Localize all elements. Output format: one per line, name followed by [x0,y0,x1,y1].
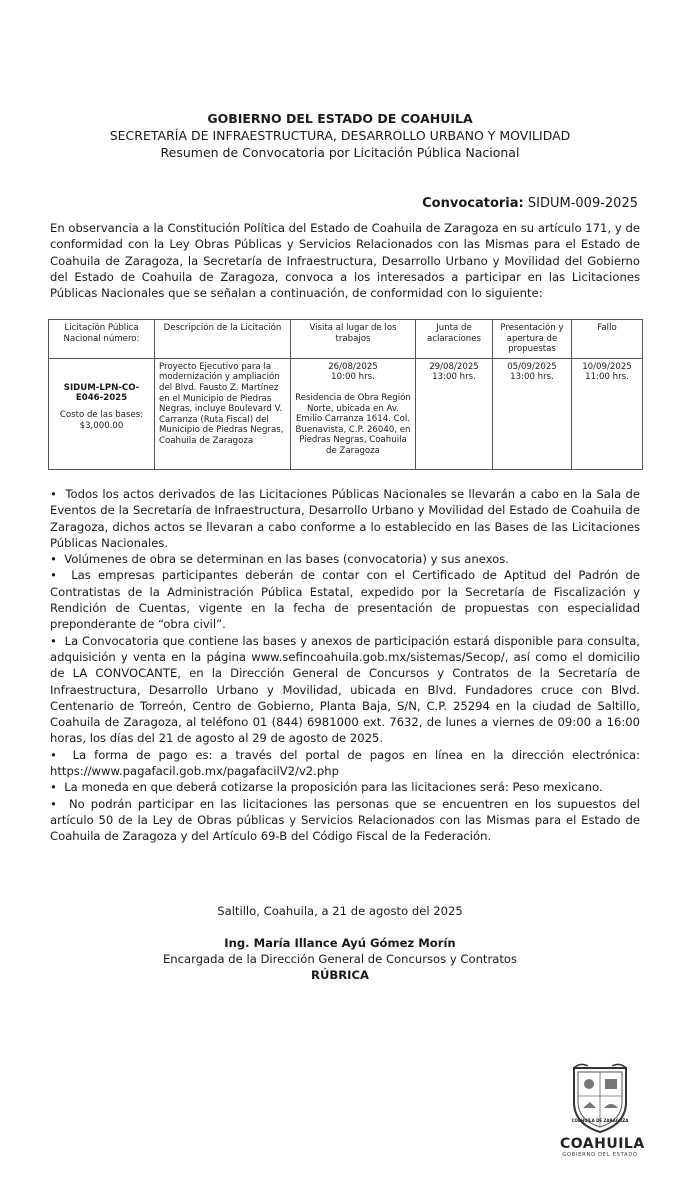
convocatoria-label: Convocatoria: [422,196,524,211]
bullet-item: • Las empresas participantes deberán de contar con el Certificado de Aptitud del Padrón de Contratistas de la Administración Pública Estatal, expedido por la Secretaría de Fiscalización y Rendición de Cuentas, vigente en la fecha de presentación de propuestas con especialidad preponderante de “obra civil”. [50,568,640,632]
bullet-text: Las empresas participantes deberán de contar con el Certificado de Aptitud del Padrón de Contratistas de la Administración Pública Estatal, expedido por la Secretaría de Fiscalización y Rendición de Cuentas, vigente en la fecha de presentación de propuestas con especialidad preponderante de “obra civil”. [50,568,640,632]
col-header-number: Licitación Pública Nacional número: [49,320,155,359]
licitacion-number: SIDUM-LPN-CO-E046-2025 [63,382,140,404]
header-government: GOBIERNO DEL ESTADO DE COAHUILA [207,111,473,126]
bullet-text: Volúmenes de obra se determinan en las bases (convocatoria) y sus anexos. [64,552,509,567]
fallo-date: 10/09/2025 [582,361,632,372]
col-header-description: Descripción de la Licitación [155,320,291,359]
bullet-item: • La Convocatoria que contiene las bases y anexos de participación estará disponible para consulta, adquisición y venta en la página www.sefincoahuila.gob.mx/sistemas/Secop/, así como el domicilio de LA CONVOCANTE, en la Dirección General de Concursos y Contratos de la Secretaría de Infraestructura, Desarrollo Urbano y Movilidad, ubicada en Blvd. Fundadores cruce con Blvd. Centenario de Torreón, Centro de Gobierno, Planta Baja, S/N, C.P. 25294 en la ciudad de Saltillo, Coahuila de Zaragoza, al teléfono 01 (844) 6981000 ext. 7632, de lunes a viernes de 09:00 a 16:00 horas, los días del 21 de agosto al 29 de agosto de 2025. [50,633,640,746]
col-header-apertura: Presentación y apertura de propuestas [493,320,572,359]
convocatoria-line [422,196,638,211]
table-header-row [49,320,643,359]
bullet-text: No podrán participar en las licitaciones las personas que se encuentren en los supuestos del artículo 50 de la Ley de Obras públicas y Servicios Relacionados con las Mismas para el Estado de Coahuila de Zaragoza y del Artículo 69-B del Código Fiscal de la Federación. [50,796,640,844]
signature-role: Encargada de la Dirección General de Concursos y Contratos [162,952,518,966]
bullet-item: • No podrán participar en las licitaciones las personas que se encuentren en los supuestos del artículo 50 de la Ley de Obras públicas y Servicios Relacionados con las Mismas para el Estado de Coahuila de Zaragoza y del Artículo 69-B del Código Fiscal de la Federación. [50,796,640,844]
cell-number [49,358,155,469]
convocatoria-value: SIDUM-009-2025 [527,196,638,211]
licitacion-cost: Costo de las bases: $3,000.00 [59,409,144,431]
bullet-item: • La moneda en que deberá cotizarse la proposición para las licitaciones será: Peso mexicano. [50,780,603,795]
col-header-fallo: Fallo [572,320,643,359]
fallo-time: 11:00 hrs. [585,372,629,383]
cell-visit [291,358,416,469]
cell-junta [416,358,493,469]
bullet-text: La moneda en que deberá cotizarse la proposición para las licitaciones será: Peso mexicano. [64,780,603,795]
logo-subtitle: GOBIERNO DEL ESTADO [562,1152,638,1158]
logo-word: COAHUILA [560,1136,645,1152]
col-header-visit: Visita al lugar de los trabajos [291,320,416,359]
signature-name: Ing. María Illance Ayú Gómez Morín [224,936,456,950]
seal-text: COAHUILA DE ZARAGOZA [571,1118,629,1123]
col-header-junta: Junta de aclaraciones [416,320,493,359]
junta-date: 29/08/2025 [429,361,479,372]
header-secretariat: SECRETARÍA DE INFRAESTRUCTURA, DESARROLLO URBANO Y MOVILIDAD [109,128,571,143]
cell-apertura [493,358,572,469]
coat-of-arms-icon [568,1062,632,1134]
bullet-item: • Volúmenes de obra se determinan en las bases (convocatoria) y sus anexos. [50,552,509,567]
visit-date: 26/08/2025 [328,361,378,372]
cell-description: Proyecto Ejecutivo para la modernización y ampliación del Blvd. Fausto Z. Martínez en el Municipio de Piedras Negras, incluye Boulevard V. Carranza (Ruta Fiscal) del Municipio de Piedras Negras, Coahuila de Zaragoza [155,358,291,469]
cell-fallo [572,358,643,469]
table-row [49,358,643,469]
header-summary: Resumen de Convocatoria por Licitación Pública Nacional [160,145,520,160]
bullet-item: • La forma de pago es: a través del portal de pagos en línea en la dirección electrónica: https://www.pagafacil.gob.mx/pagafacilV2/v2.php [50,747,640,779]
intro-paragraph: En observancia a la Constitución Política del Estado de Coahuila de Zaragoza en su artículo 171, y de conformidad con la Ley Obras Públicas y Servicios Relacionados con las Mismas para el Estado de Coahuila de Zaragoza, la Secretaría de Infraestructura, Desarrollo Urbano y Movilidad del Gobierno del Estado de Coahuila de Zaragoza, convoca a los interesados a participar en las Licitaciones Públicas Nacionales que se señalan a continuación, de conformidad con lo siguiente: [50,221,640,301]
bullet-text: Todos los actos derivados de las Licitaciones Públicas Nacionales se llevarán a cabo en la Sala de Eventos de la Secretaría de Infraestructura, Desarrollo Urbano y Movilidad del Estado de Coahuila de Zaragoza, dichos actos se llevaran a cabo conforme a lo establecido en las Bases de las Licitaciones Públicas Nacionales. [50,487,640,550]
bullet-item: • Todos los actos derivados de las Licitaciones Públicas Nacionales se llevarán a cabo en la Sala de Eventos de la Secretaría de Infraestructura, Desarrollo Urbano y Movilidad del Estado de Coahuila de Zaragoza, dichos actos se llevaran a cabo conforme a lo establecido en las Bases de las Licitaciones Públicas Nacionales. [50,487,640,550]
bullet-text: La forma de pago es: a través del portal de pagos en línea en la dirección electrónica: https://www.pagafacil.gob.mx/pagafacilV2/v2.php [50,747,640,779]
signature-rubrica: RÚBRICA [311,968,369,982]
coahuila-logo [560,1062,645,1162]
visit-time: 10:00 hrs. [331,372,375,383]
junta-time: 13:00 hrs. [432,372,476,383]
bullet-list [50,486,640,845]
apertura-date: 05/09/2025 [507,361,557,372]
apertura-time: 13:00 hrs. [510,372,554,383]
visit-place: Residencia de Obra Región Norte, ubicada en Av. Emilio Carranza 1614. Col. Buenavista, C.P. 26040, en Piedras Negras, Coahuila de Zaragoza [295,392,411,456]
bullet-text: La Convocatoria que contiene las bases y anexos de participación estará disponible para consulta, adquisición y venta en la página www.sefincoahuila.gob.mx/sistemas/Secop/, así como el domicilio de LA CONVOCANTE, en la Dirección General de Concursos y Contratos de la Secretaría de Infraestructura, Desarrollo Urbano y Movilidad, ubicada en Blvd. Fundadores cruce con Blvd. Centenario de Torreón, Centro de Gobierno, Planta Baja, S/N, C.P. 25294 en la ciudad de Saltillo, Coahuila de Zaragoza, al teléfono 01 (844) 6981000 ext. 7632, de lunes a viernes de 09:00 a 16:00 horas, los días del 21 de agosto al 29 de agosto de 2025. [50,633,640,746]
licitacion-table [48,319,643,470]
signature-place-date: Saltillo, Coahuila, a 21 de agosto del 2025 [217,904,463,918]
